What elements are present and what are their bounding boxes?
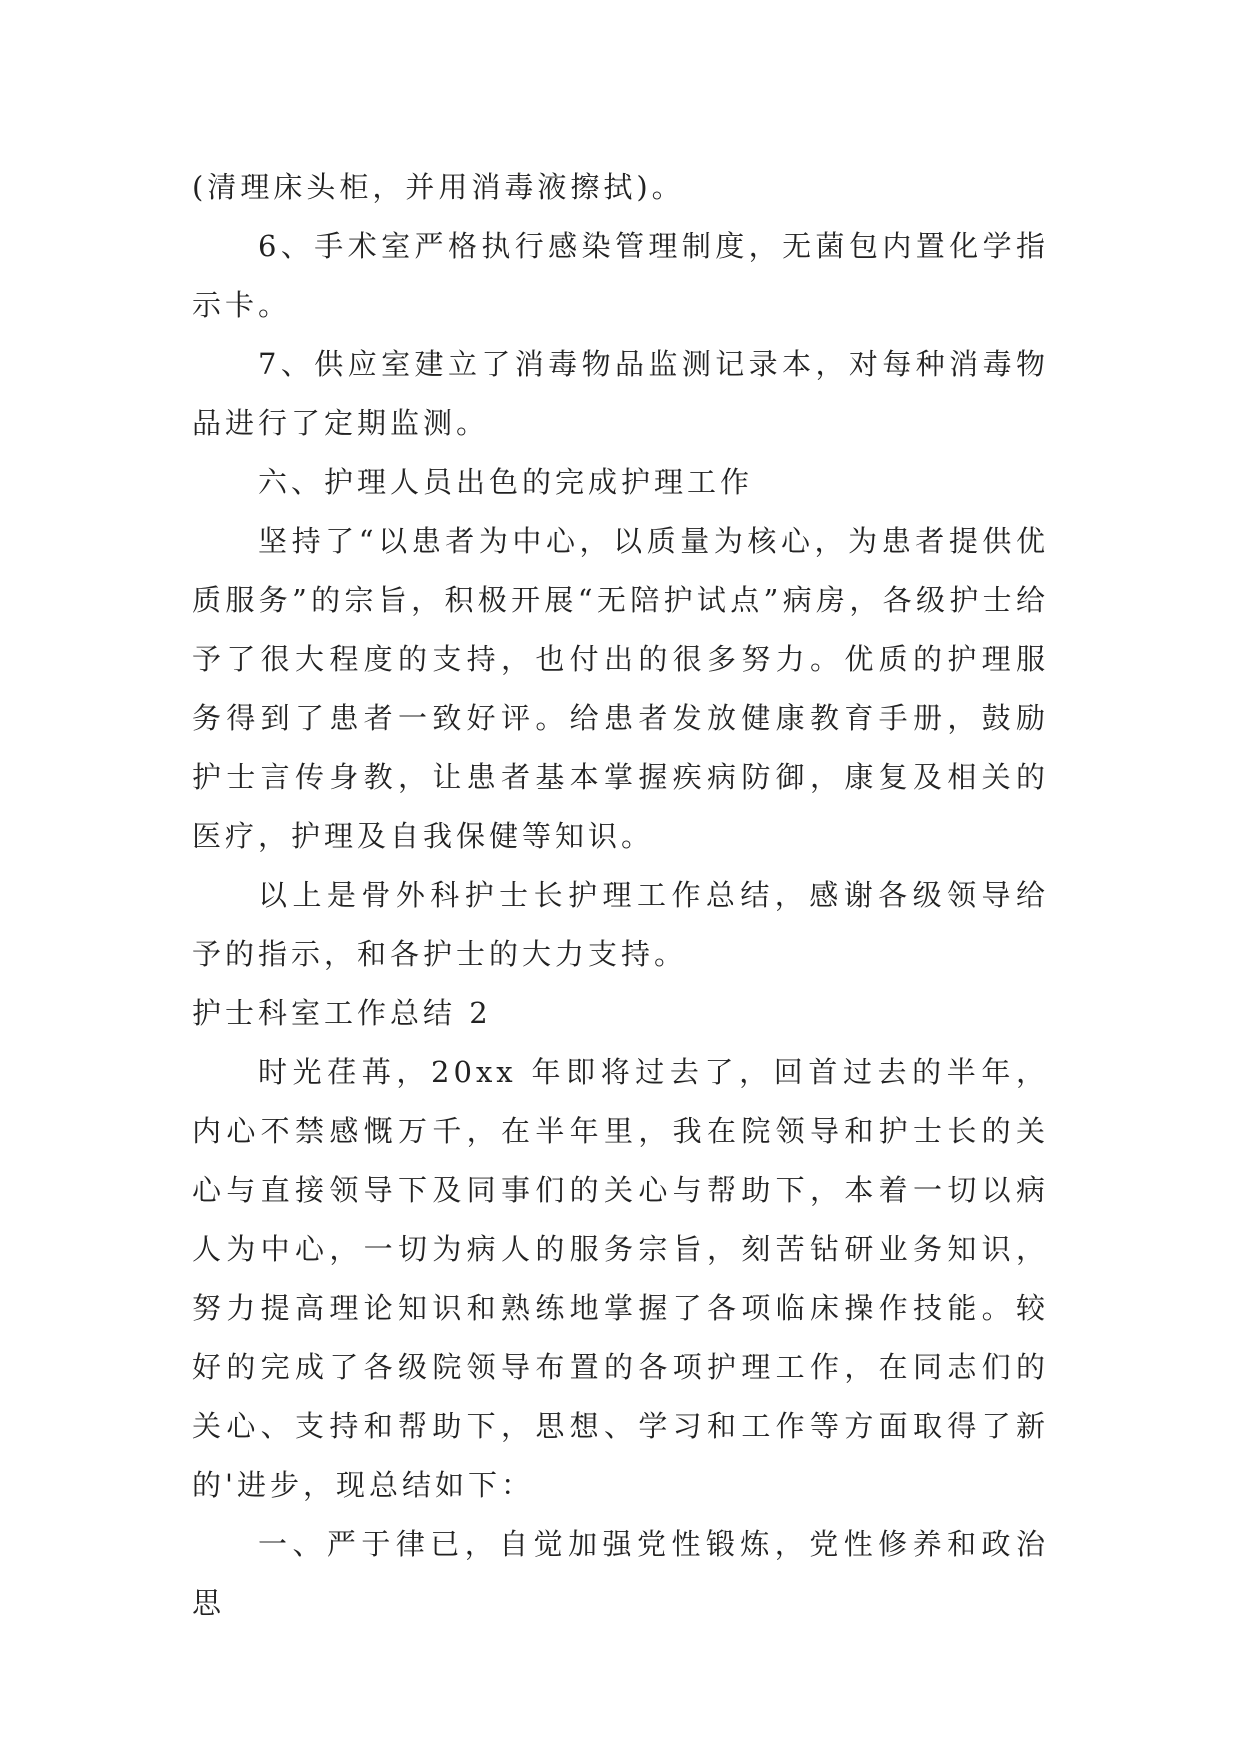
paragraph-summary-thanks: 以上是骨外科护士长护理工作总结，感谢各级领导给予的指示，和各护士的大力支持。	[192, 878, 1049, 971]
paragraph-cleaning-note: (清理床头柜，并用消毒液擦拭)。	[192, 170, 685, 204]
paragraph-item-6: 6、手术室严格执行感染管理制度，无菌包内置化学指示卡。	[192, 229, 1049, 322]
paragraph-item-7: 7、供应室建立了消毒物品监测记录本，对每种消毒物品进行了定期监测。	[192, 347, 1049, 440]
paragraph-half-year-review: 时光荏苒，20xx 年即将过去了，回首过去的半年，内心不禁感慨万千，在半年里，我在院领导和护士长的关心与直接领导下及同事们的关心与帮助下，本着一切以病人为中心，一切为病人的服务宗旨，刻苦钻研业务知识，努力提高理论知识和熟练地掌握了各项临床操作技能。较好的完成了各级院领导布置的各项护理工作，在同志们的关心、支持和帮助下，思想、学习和工作等方面取得了新的'进步，现总结如下：	[192, 1055, 1049, 1502]
paragraph-patient-centered: 坚持了“以患者为中心，以质量为核心，为患者提供优质服务”的宗旨，积极开展“无陪护试点”病房，各级护士给予了很大程度的支持，也付出的很多努力。优质的护理服务得到了患者一致好评。给患者发放健康教育手册，鼓励护士言传身教，让患者基本掌握疾病防御，康复及相关的医疗，护理及自我保健等知识。	[192, 524, 1049, 853]
section-heading-one: 一、严于律已，自觉加强党性锻炼，党性修养和政治思	[192, 1527, 1049, 1620]
document-body	[192, 158, 1049, 1633]
section-heading-six: 六、护理人员出色的完成护理工作	[258, 465, 754, 499]
article-title-2: 护士科室工作总结 2	[192, 996, 492, 1030]
